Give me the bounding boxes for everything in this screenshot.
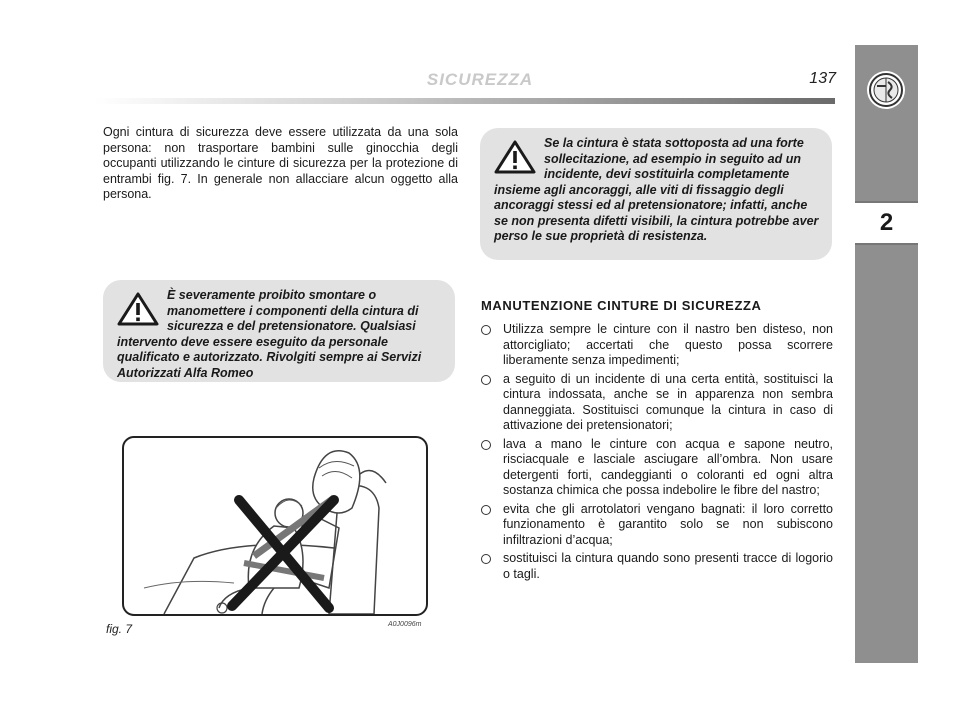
maintenance-list — [481, 322, 833, 585]
chapter-side-tab — [855, 45, 918, 663]
circle-bullet-icon — [481, 375, 491, 385]
list-item: evita che gli arrotolatori vengano bagnati: il loro corretto funzionamento è garantito solo se non subiscono infiltrazioni d’acqua; — [481, 502, 833, 549]
list-item: lava a mano le cinture con acqua e sapone neutro, risciacquale e lasciale asciugare all’ombra. Non usare detergenti forti, candeggianti o coloranti ed ogni altra sostanza chimica che possa indebolire le fibre del nastro; — [481, 437, 833, 499]
warning-triangle-icon — [117, 292, 159, 326]
circle-bullet-icon — [481, 505, 491, 515]
warning-text: Se la cintura è stata sottoposta ad una forte sollecitazione, ad esempio in seguito ad un incidente, devi sostituirla completamente insieme agli ancoraggi, alle viti di fissaggio degli ancoraggi stessi ed al pretensionatore; infatti, anche se non presenta difetti visibili, la cintura potrebbe aver perso le sue proprietà di resistenza. — [494, 136, 819, 243]
child-on-lap-illustration — [124, 438, 426, 614]
warning-triangle-icon — [494, 140, 536, 174]
section-title: SICUREZZA — [426, 70, 534, 89]
circle-bullet-icon — [481, 554, 491, 564]
list-item: Utilizza sempre le cinture con il nastro ben disteso, non attorcigliato; accertati che questo possa scorrere liberamente senza impedimenti; — [481, 322, 833, 369]
warning-box-belt-replacement — [480, 128, 832, 260]
list-item: sostituisci la cintura quando sono presenti tracce di logorio o tagli. — [481, 551, 833, 582]
header-rule — [95, 98, 835, 104]
figure-caption: fig. 7 — [106, 622, 133, 636]
warning-text: È severamente proibito smontare o manomettere i componenti della cintura di sicurezza e del pretensionatore. Qualsiasi intervento deve essere eseguito da personale qualificato e autorizzato. Rivolgiti sempre ai Servizi Autorizzati Alfa Romeo — [117, 288, 422, 380]
figure-7-illustration — [122, 436, 428, 616]
intro-paragraph: Ogni cintura di sicurezza deve essere utilizzata da una sola persona: non trasportare bambini sulle ginocchia degli occupanti utilizzando le cinture di sicurezza per la protezione di entrambi fig. 7. In generale non allacciare alcun oggetto alla persona. — [103, 125, 458, 201]
figure-code: A0J0096m — [388, 621, 422, 628]
circle-bullet-icon — [481, 325, 491, 335]
page-number: 137 — [809, 70, 836, 87]
maintenance-heading: MANUTENZIONE CINTURE DI SICUREZZA — [481, 298, 762, 313]
list-item: a seguito di un incidente di una certa entità, sostituisci la cintura indossata, anche se in apparenza non sembra danneggiata. Sostituisci comunque la cintura in caso di attivazione dei pretensionatori; — [481, 372, 833, 434]
circle-bullet-icon — [481, 440, 491, 450]
chapter-number: 2 — [855, 201, 918, 245]
warning-box-pretensioner — [103, 280, 455, 382]
alfa-romeo-logo-icon — [866, 70, 906, 110]
